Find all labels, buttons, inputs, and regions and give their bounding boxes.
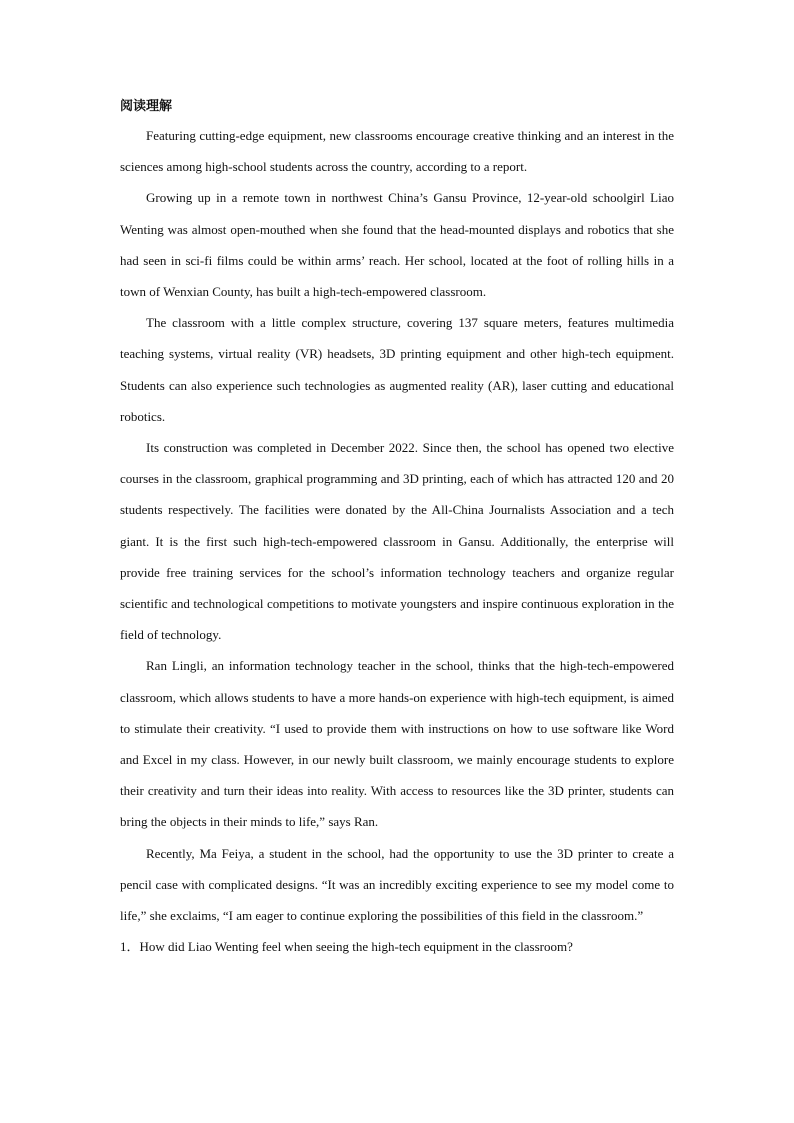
reading-section [120,94,674,962]
paragraph-intro: Featuring cutting-edge equipment, new classrooms encourage creative thinking and an interest in the sciences among high-school students across the country, according to a report. [120,128,674,175]
paragraph-liao-wenting: Growing up in a remote town in northwest China’s Gansu Province, 12-year-old schoolgirl Liao Wenting was almost open-mouthed when she found that the head-mounted displays and robotics that she had seen in sci-fi films could be within arms’ reach. Her school, located at the foot of rolling hills in a town of Wenxian County, has built a high-tech-empowered classroom. [120,190,674,300]
paragraph-construction: Its construction was completed in December 2022. Since then, the school has opened two elective courses in the classroom, graphical programming and 3D printing, each of which has attracted 120 and 20 students respectively. The facilities were donated by the All-China Journalists Association and a tech giant. It is the first such high-tech-empowered classroom in Gansu. Additionally, the enterprise will provide free training services for the school’s information technology teachers and organize regular scientific and technological competitions to motivate youngsters and inspire continuous exploration in the field of technology. [120,440,674,643]
paragraph-classroom: The classroom with a little complex structure, covering 137 square meters, features multimedia teaching systems, virtual reality (VR) headsets, 3D printing equipment and other high-tech equipment. Students can also experience such technologies as augmented reality (AR), laser cutting and educational robotics. [120,315,674,424]
paragraph-ran-lingli: Ran Lingli, an information technology teacher in the school, thinks that the high-tech-empowered classroom, which allows students to have a more hands-on experience with high-tech equipment, is aimed to stimulate their creativity. “I used to provide them with instructions on how to use software like Word and Excel in my class. However, in our newly built classroom, we mainly encourage students to explore their creativity and turn their ideas into reality. With access to resources like the 3D printer, students can bring the objects in their minds to life,” says Ran. [120,658,674,830]
paragraph-ma-feiya: Recently, Ma Feiya, a student in the school, had the opportunity to use the 3D printer to create a pencil case with complicated designs. “It was an incredibly exciting experience to see my model come to life,” she exclaims, “I am eager to continue exploring the possibilities of this field in the classroom.” [120,845,674,924]
question-1: 1．How did Liao Wenting feel when seeing the high-tech equipment in the classroom? [120,939,573,955]
section-title: 阅读理解 [120,99,173,114]
